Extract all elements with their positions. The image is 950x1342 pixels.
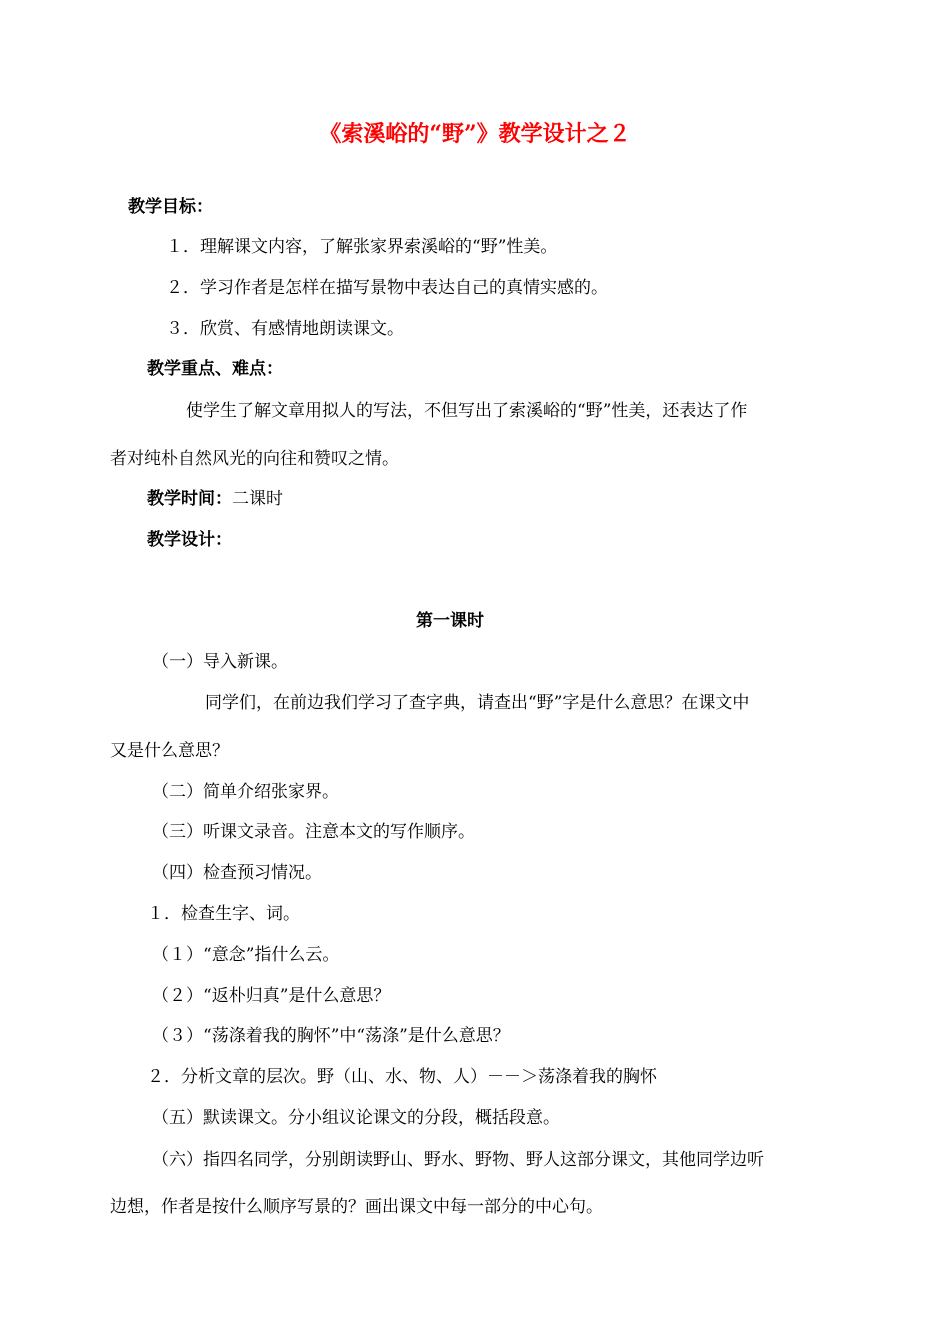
lesson1-line-7: １．检查生字、词。 (147, 904, 300, 924)
lesson1-line-3: 又是什么意思？ (110, 741, 229, 761)
design-heading: 教学设计： (147, 530, 232, 550)
objectives-heading: 教学目标： (128, 197, 213, 217)
lesson1-line-5: （三）听课文录音。注意本文的写作顺序。 (152, 822, 475, 842)
lesson1-line-4: （二）简单介绍张家界。 (152, 782, 339, 802)
teaching-time-label: 教学时间： (147, 489, 232, 509)
lesson1-line-14: 边想，作者是按什么顺序写景的？画出课文中每一部分的中心句。 (110, 1197, 603, 1217)
lesson1-line-8: （１）“意念”指什么云。 (152, 945, 340, 965)
lesson1-line-12: （五）默读课文。分小组议论课文的分段，概括段意。 (152, 1108, 560, 1128)
lesson1-line-6: （四）检查预习情况。 (152, 863, 322, 883)
key-points-text-line1: 使学生了解文章用拟人的写法，不但写出了索溪峪的“野”性美，还表达了作 (186, 401, 748, 421)
key-points-text-line2: 者对纯朴自然风光的向往和赞叹之情。 (110, 449, 399, 469)
lesson1-heading: 第一课时 (416, 611, 484, 631)
objective-item-3: ３．欣赏、有感情地朗读课文。 (166, 319, 404, 339)
lesson1-line-11: ２．分析文章的层次。野（山、水、物、人）－－＞荡涤着我的胸怀 (147, 1067, 657, 1087)
lesson1-line-2: 同学们，在前边我们学习了查字典，请查出“野”字是什么意思？在课文中 (205, 693, 750, 713)
teaching-time (147, 488, 283, 510)
teaching-time-value: 二课时 (232, 489, 283, 509)
lesson1-line-9: （２）“返朴归真”是什么意思？ (152, 986, 391, 1006)
lesson1-line-1: （一）导入新课。 (152, 652, 288, 672)
objective-item-2: ２．学习作者是怎样在描写景物中表达自己的真情实感的。 (166, 278, 608, 298)
document-title: 《索溪峪的“野”》教学设计之２ (319, 121, 631, 147)
key-points-heading: 教学重点、难点： (147, 359, 283, 379)
objective-item-1: １．理解课文内容，了解张家界索溪峪的“野”性美。 (166, 237, 558, 257)
lesson1-line-13: （六）指四名同学，分别朗读野山、野水、野物、野人这部分课文，其他同学边听 (152, 1150, 764, 1170)
lesson1-line-10: （３）“荡涤着我的胸怀”中“荡涤”是什么意思？ (152, 1026, 510, 1046)
